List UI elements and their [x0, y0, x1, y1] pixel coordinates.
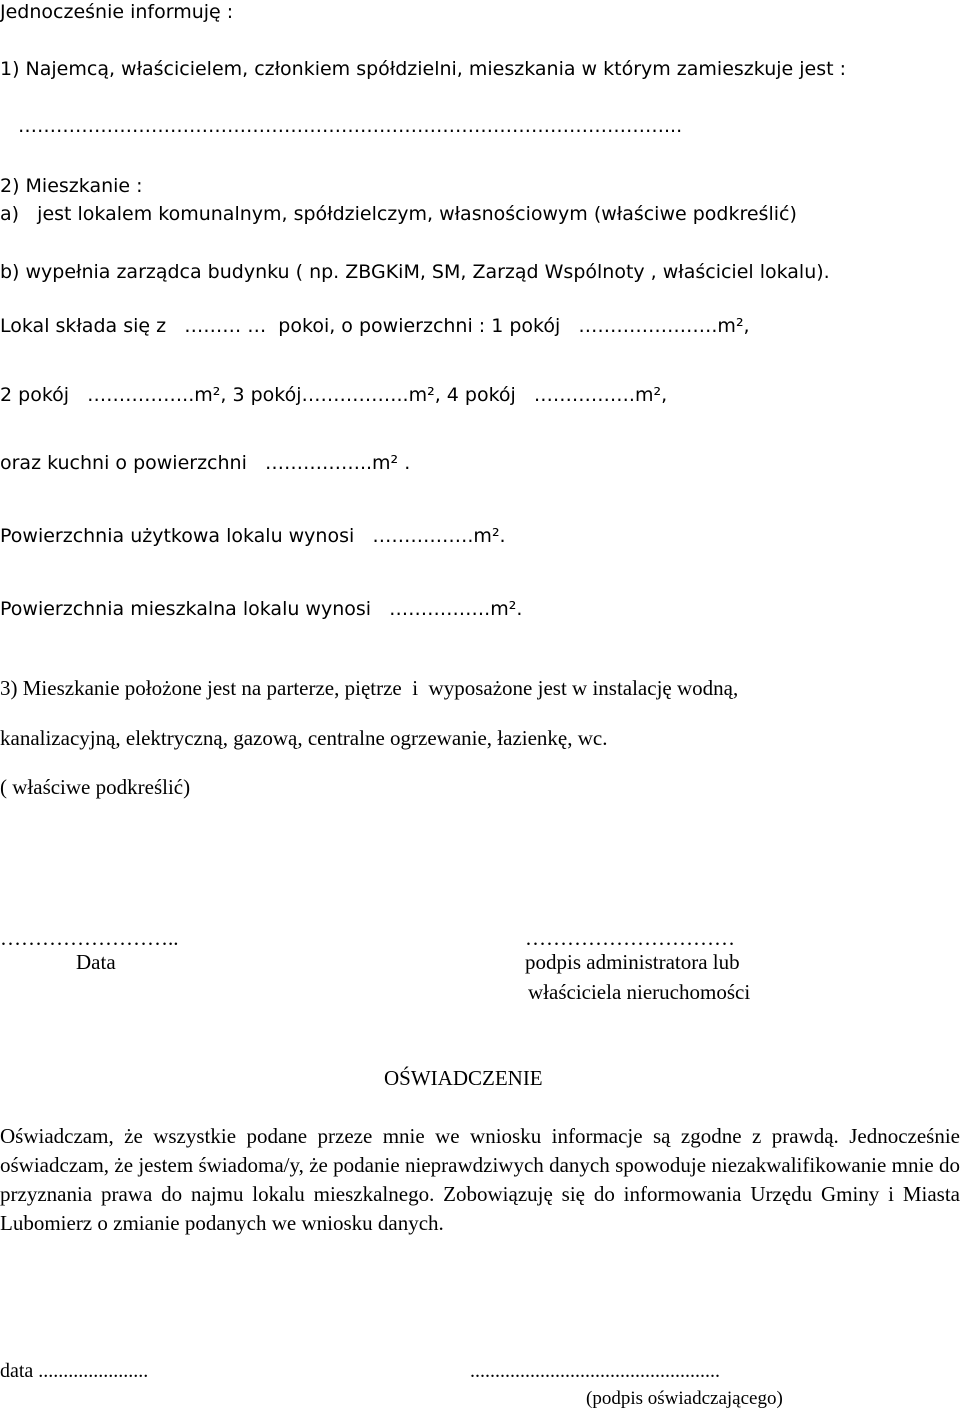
date-signature-line: ……………………..	[0, 926, 179, 950]
kitchen-area-line: oraz kuchni o powierzchni ……………..m² .	[0, 452, 411, 474]
question-3-line-2: kanalizacyjną, elektryczną, gazową, centralne ogrzewanie, łazienkę, wc.	[0, 726, 608, 750]
question-2-header: 2) Mieszkanie :	[0, 175, 143, 197]
rooms-line-2: 2 pokój ……………..m², 3 pokój……………..m², 4 pokój …………….m²,	[0, 384, 668, 406]
rooms-line: Lokal składa się z ……… … pokoi, o powierzchni : 1 pokój ………………….m²,	[0, 315, 750, 337]
living-area-line: Powierzchnia mieszkalna lokalu wynosi …………….m².	[0, 598, 523, 620]
date-label: Data	[76, 950, 116, 974]
intro-text: Jednocześnie informuję :	[0, 1, 234, 23]
question-2b: b) wypełnia zarządca budynku ( np. ZBGKiM, SM, Zarząd Wspólnoty , właściciel lokalu).	[0, 261, 830, 283]
question-3-line-1: 3) Mieszkanie położone jest na parterze, piętrze i wyposażone jest w instalację wodną,	[0, 676, 739, 700]
usable-area-line: Powierzchnia użytkowa lokalu wynosi …………….m².	[0, 525, 506, 547]
administrator-signature-line: …………………………	[525, 926, 735, 950]
footer-date-line: data ......................	[0, 1360, 149, 1382]
question-1-answer-line: …………………………………………………………………………………………...	[18, 115, 683, 137]
administrator-signature-label-1: podpis administratora lub	[525, 950, 740, 974]
declaration-text: Oświadczam, że wszystkie podane przeze mnie we wniosku informacje są zgodne z prawdą. Jednocześnie oświadczam, że jestem świadoma/y, że podanie nieprawdziwych danych spowoduje niezakwalifikowanie mnie do przyznania prawa do najmu lokalu mieszkalnego. Zobowiązuję się do informowania Urzędu Gminy i Miasta Lubomierz o zmianie podanych we wniosku danych.	[0, 1124, 960, 1235]
administrator-signature-label-2: właściciela nieruchomości	[528, 980, 751, 1004]
question-3-line-3: ( właściwe podkreślić)	[0, 775, 191, 799]
question-1: 1) Najemcą, właścicielem, członkiem spółdzielni, mieszkania w którym zamieszkuje jest :	[0, 58, 847, 80]
question-2a: a) jest lokalem komunalnym, spółdzielczym, własnościowym (właściwe podkreślić)	[0, 203, 797, 225]
declaration-title: OŚWIADCZENIE	[384, 1066, 543, 1090]
footer-signature-line: ..................................................	[470, 1360, 720, 1382]
footer-signature-label: (podpis oświadczającego)	[586, 1388, 783, 1409]
